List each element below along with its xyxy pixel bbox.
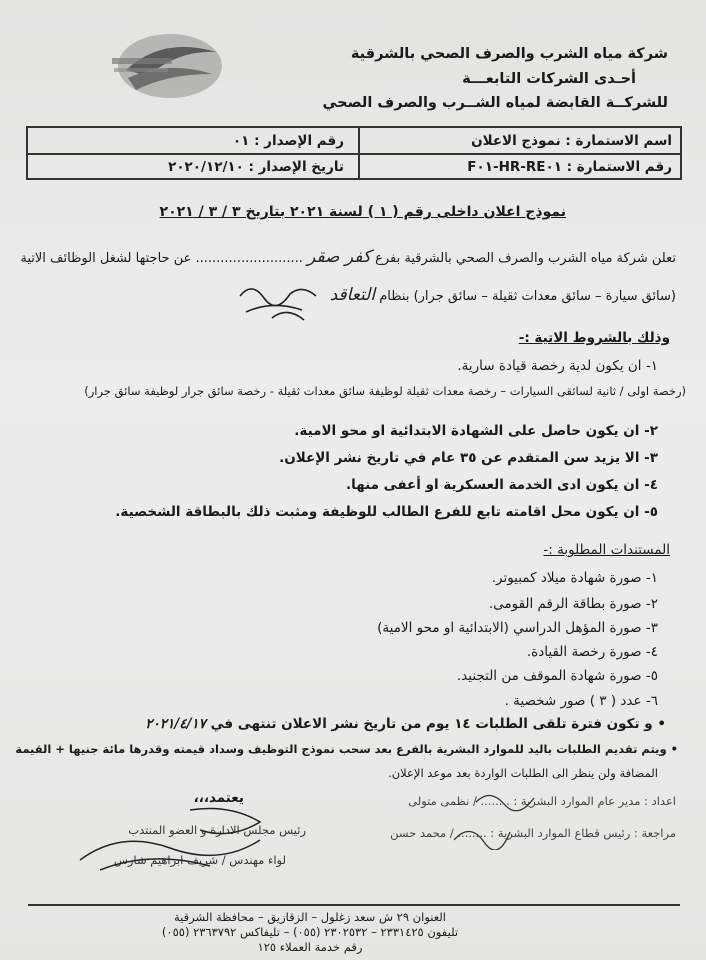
note-submission-text: ويتم تقديم الطلبات باليد للموارد البشرية بالفرع بعد سحب نموذج التوظيف وسداد قيمته وقدرها مائة جنيها + القيمة <box>15 742 667 756</box>
note-period <box>145 716 666 732</box>
condition-note: (رخصة اولى / ثانية لسائقى السيارات – رخصة معدات ثقيلة لوظيفة سائق معدات ثقيلة - رخصة سائق جرار لوظيفة سائق جرار) <box>84 384 686 398</box>
document-item: ٤- صورة رخصة القيادة. <box>526 644 658 660</box>
form-name: اسم الاستمارة : نموذج الاعلان <box>471 133 672 149</box>
announcement-title: نموذج اعلان داخلى رقم ( ١ ) لسنة ٢٠٢١ بتاريخ ٣ / ٣ / ٢٠٢١ <box>159 204 566 220</box>
condition-item: ٢- ان يكون حاصل على الشهادة الابتدائية او محو الامية. <box>294 423 658 439</box>
condition-item: ٣- الا يزيد سن المتقدم عن ٣٥ عام في تاريخ نشر الإعلان. <box>279 450 658 466</box>
footer-phones: تليفون ٢٣٣١٤٢٥ – ٢٣٠٢٥٣٢ (٠٥٥) – تليفاكس ٢٣٦٣٧٩٢ (٠٥٥) <box>161 925 459 939</box>
prepared-by: اعداد : مدير عام الموارد البشرية : ........ / نظمى متولى <box>408 794 676 808</box>
jobs-line <box>330 285 676 305</box>
documents-heading: المستندات المطلوبة :- <box>543 542 670 558</box>
branch-handwritten: كفر صقر <box>307 247 371 267</box>
chairman-title: رئيس مجلس الادارة و العضو المنتدب <box>128 823 306 837</box>
reviewed-by: مراجعة : رئيس قطاع الموارد البشرية : ........ / محمد حسن <box>390 826 676 840</box>
prepared-signature <box>470 784 550 814</box>
document-item: ٢- صورة بطاقة الرقم القومى. <box>488 596 658 612</box>
jobs-list: (سائق سيارة – سائق معدات ثقيلة – سائق جرار) بنظام <box>379 289 676 304</box>
footer-address: العنوان ٢٩ ش سعد زغلول – الزقازيق – محافظة الشرقية <box>173 910 446 924</box>
chairman-name: لواء مهندس / شريف ابراهيم شارس <box>113 853 286 867</box>
note-period-text: و تكون فترة تلقى الطلبات ١٤ يوم من تاريخ نشر الاعلان تنتهى في <box>210 716 653 732</box>
bullet-icon: • <box>670 742 678 756</box>
intro-text-start: تعلن شركة مياه الشرب والصرف الصحي بالشرقية بفرع <box>375 251 676 266</box>
issue-date: تاريخ الإصدار : ٢٠٢٠/١٢/١٠ <box>168 159 344 175</box>
condition-item: ٥- ان يكون محل اقامته تابع للفرع الطالب للوظيفة ومثبت ذلك بالبطاقة الشخصية. <box>115 504 658 520</box>
note-submission <box>15 742 678 756</box>
document-item: ١- صورة شهادة ميلاد كمبيوتر. <box>491 570 658 586</box>
condition-item: ١- ان يكون لدية رخصة قيادة سارية. <box>457 358 658 374</box>
approval-label: يعتمد،،، <box>193 790 244 806</box>
issue-number: رقم الإصدار : ٠١ <box>232 133 344 149</box>
contract-handwritten: التعاقد <box>329 285 376 305</box>
holding-company-name: للشركــة القابضة لمياه الشــرب والصرف الصحي <box>322 95 668 111</box>
reviewed-signature <box>448 820 518 850</box>
footer-divider <box>28 904 680 906</box>
note-period-date: ٢٠٢١/٤/١٧ <box>145 716 206 732</box>
form-number: رقم الاستمارة : HR-RE٠١-F٠١ <box>467 159 672 175</box>
condition-item: ٤- ان يكون ادى الخدمة العسكرية او أعفى منها. <box>346 477 658 493</box>
document-item: ٥- صورة شهادة الموقف من التجنيد. <box>456 668 658 684</box>
form-info-table <box>26 126 682 180</box>
chairman-signature <box>60 800 280 880</box>
document-item: ٦- عدد ( ٣ ) صور شخصية . <box>504 693 658 709</box>
intro-line: تعلن شركة مياه الشرب والصرف الصحي بالشرقية بفرع كفر صقر .......................... عن حاجتها لشغل الوظائف الاتية <box>20 247 676 267</box>
footer-hotline: رقم خدمة العملاء ١٢٥ <box>257 940 363 954</box>
company-name: شركة مياه الشرب والصرف الصحي بالشرقية <box>350 46 668 62</box>
handwritten-signature <box>232 276 332 326</box>
company-affiliation: أحـدى الشركات التابعـــة <box>462 71 636 87</box>
intro-text-end: عن حاجتها لشغل الوظائف الاتية <box>20 251 192 266</box>
note-submission-cont: المضافة ولن ينظر الى الطلبات الواردة بعد موعد الإعلان. <box>388 766 658 780</box>
company-logo <box>108 30 226 104</box>
bullet-icon: • <box>657 716 666 732</box>
document-item: ٣- صورة المؤهل الدراسي (الابتدائية او محو الامية) <box>377 620 658 636</box>
conditions-heading: وذلك بالشروط الاتية :- <box>518 330 670 346</box>
